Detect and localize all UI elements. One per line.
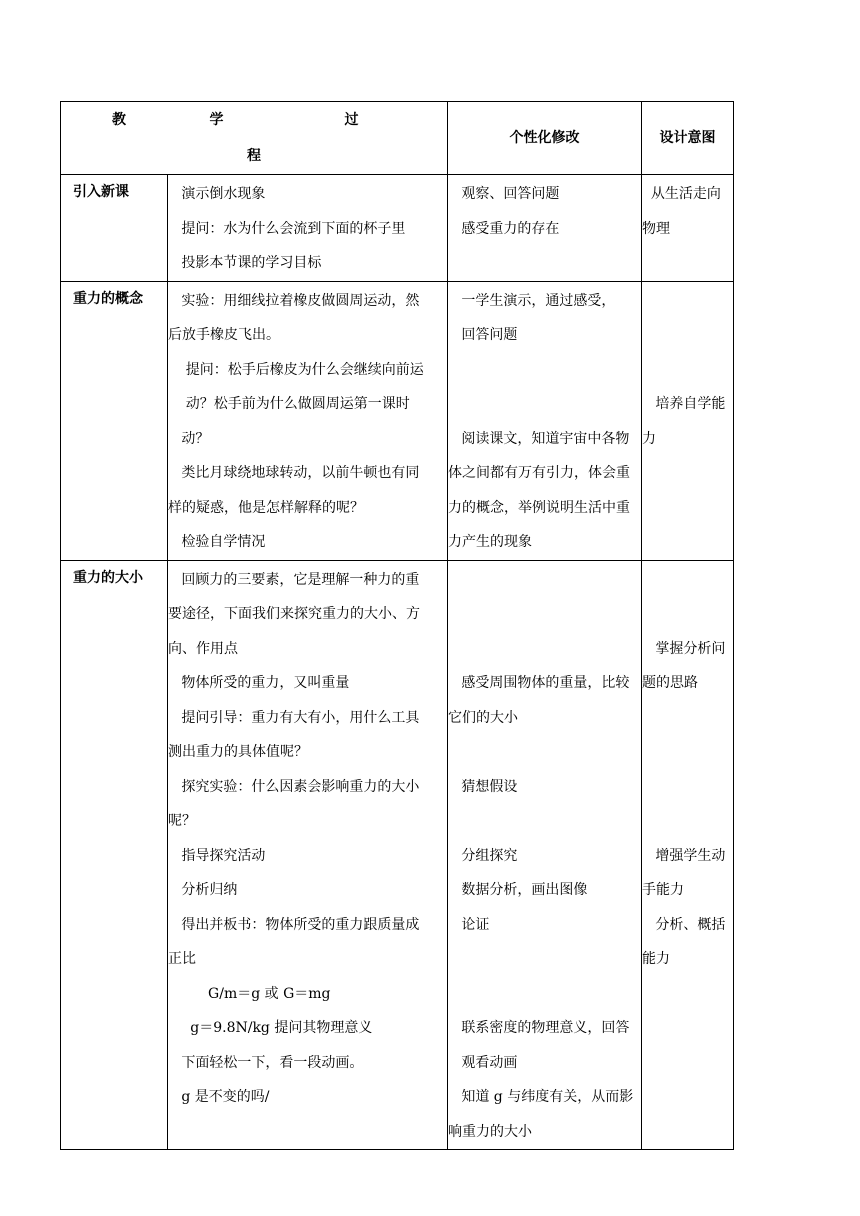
text-line: 提问引导：重力有大有小，用什么工具 [168, 709, 420, 726]
text-line: 回答问题 [448, 327, 518, 343]
text-line: 向、作用点 [168, 640, 238, 657]
text-line [642, 701, 733, 736]
text-line: 物理 [642, 220, 670, 237]
text-line: 探究实验：什么因素会影响重力的大小 [168, 778, 420, 795]
text-line: 动？松手前为什么做圆周运第一课时 [168, 396, 410, 412]
text-line: 样的疑惑，他是怎样解释的呢？ [168, 499, 364, 516]
text-line: 实验：用细线拉着橡皮做圆周运动，然 [168, 292, 420, 309]
modification-cell [448, 175, 642, 282]
section-row [61, 281, 734, 560]
text-line [642, 735, 733, 770]
text-line: 正比 [168, 951, 196, 967]
text-line: 手能力 [642, 882, 684, 898]
text-line: 猜想假设 [448, 778, 518, 795]
text-line: 阅读课文，知道宇宙中各物 [448, 430, 630, 447]
text-line [448, 804, 641, 839]
header-modification: 个性化修改 [448, 102, 642, 175]
intent-cell [642, 281, 734, 560]
text-line [448, 735, 641, 770]
text-line: 投影本节课的学习目标 [168, 255, 322, 271]
text-line: 提问：松手后橡皮为什么会继续向前运 [168, 361, 424, 378]
header-row [61, 102, 734, 175]
text-line: 论证 [448, 916, 490, 933]
intent-cell [642, 175, 734, 282]
intent-cell [642, 560, 734, 1150]
text-line: 能力 [642, 951, 670, 967]
header-process [61, 102, 448, 175]
header-process-char: 教 [112, 112, 126, 128]
header-process-char: 过 [344, 112, 359, 128]
text-line: 体之间都有万有引力，体会重 [448, 465, 630, 481]
text-line: 动？ [168, 430, 210, 447]
text-line [642, 770, 733, 805]
text-line [642, 491, 733, 526]
text-line: G/m＝g 或 G＝mg [168, 985, 331, 1002]
text-line: 知道 g 与纬度有关，从而影 [448, 1089, 634, 1105]
text-line: 物体所受的重力，又叫重量 [168, 675, 350, 691]
text-line: 后放手橡皮飞出。 [168, 327, 280, 343]
text-line [642, 804, 733, 839]
text-line: 测出重力的具体值呢？ [168, 744, 308, 760]
text-line: 力产生的现象 [448, 534, 532, 550]
text-line: 掌握分析问 [642, 640, 726, 657]
header-process-char: 学 [209, 112, 224, 128]
text-line [448, 632, 641, 667]
text-line [642, 284, 733, 319]
text-line: 力的概念，举例说明生活中重 [448, 499, 630, 516]
text-line: 联系密度的物理意义，回答 [448, 1020, 630, 1036]
text-line [448, 353, 641, 388]
text-line [448, 387, 641, 422]
text-line: 增强学生动 [642, 847, 726, 864]
text-line: 要途径，下面我们来探究重力的大小、方 [168, 606, 420, 622]
text-line: 感受周围物体的重量，比较 [448, 675, 630, 691]
text-line [642, 353, 733, 388]
modification-cell [448, 281, 642, 560]
text-line: 提问：水为什么会流到下面的杯子里 [168, 220, 406, 237]
text-line: 检验自学情况 [168, 534, 266, 550]
text-line [642, 456, 733, 491]
text-line: 一学生演示，通过感受， [448, 292, 616, 309]
text-line: 分组探究 [448, 847, 518, 864]
text-line: 观看动画 [448, 1054, 518, 1071]
text-line: 培养自学能 [642, 396, 726, 412]
section-row [61, 560, 734, 1150]
text-line: g＝9.8N/kg 提问其物理意义 [168, 1020, 373, 1036]
text-line [448, 563, 641, 598]
process-cell [168, 175, 448, 282]
header-intent: 设计意图 [642, 102, 734, 175]
text-line [448, 977, 641, 1012]
text-line: 感受重力的存在 [448, 220, 560, 237]
text-line: 类比月球绕地球转动，以前牛顿也有同 [168, 465, 420, 481]
text-line: 数据分析，画出图像 [448, 882, 588, 898]
section-label: 引入新课 [61, 175, 168, 282]
text-line: 分析归纳 [168, 882, 238, 898]
text-line: 回顾力的三要素，它是理解一种力的重 [168, 571, 420, 588]
text-line: 它们的大小 [448, 709, 518, 726]
section-label: 重力的概念 [61, 281, 168, 560]
text-line [642, 597, 733, 632]
text-line: 指导探究活动 [168, 847, 266, 864]
text-line: 分析、概括 [642, 916, 726, 933]
text-line [448, 942, 641, 977]
text-line: 从生活走向 [642, 186, 721, 202]
text-line [642, 525, 733, 560]
text-line: 响重力的大小 [448, 1123, 532, 1140]
text-line: 演示倒水现象 [168, 186, 266, 202]
text-line [448, 597, 641, 632]
section-label: 重力的大小 [61, 560, 168, 1150]
text-line [642, 563, 733, 598]
text-line: 下面轻松一下，看一段动画。 [168, 1054, 364, 1071]
process-cell [168, 281, 448, 560]
text-line [642, 318, 733, 353]
section-row [61, 175, 734, 282]
text-line: 观察、回答问题 [448, 186, 560, 202]
text-line: 呢？ [168, 813, 196, 829]
process-cell [168, 560, 448, 1150]
text-line: 力 [642, 430, 656, 447]
modification-cell [448, 560, 642, 1150]
lesson-table [60, 101, 734, 1150]
text-line: g 是不变的吗/ [168, 1089, 270, 1105]
text-line: 题的思路 [642, 675, 698, 691]
header-process-char: 程 [247, 148, 261, 164]
text-line: 得出并板书：物体所受的重力跟质量成 [168, 916, 420, 933]
